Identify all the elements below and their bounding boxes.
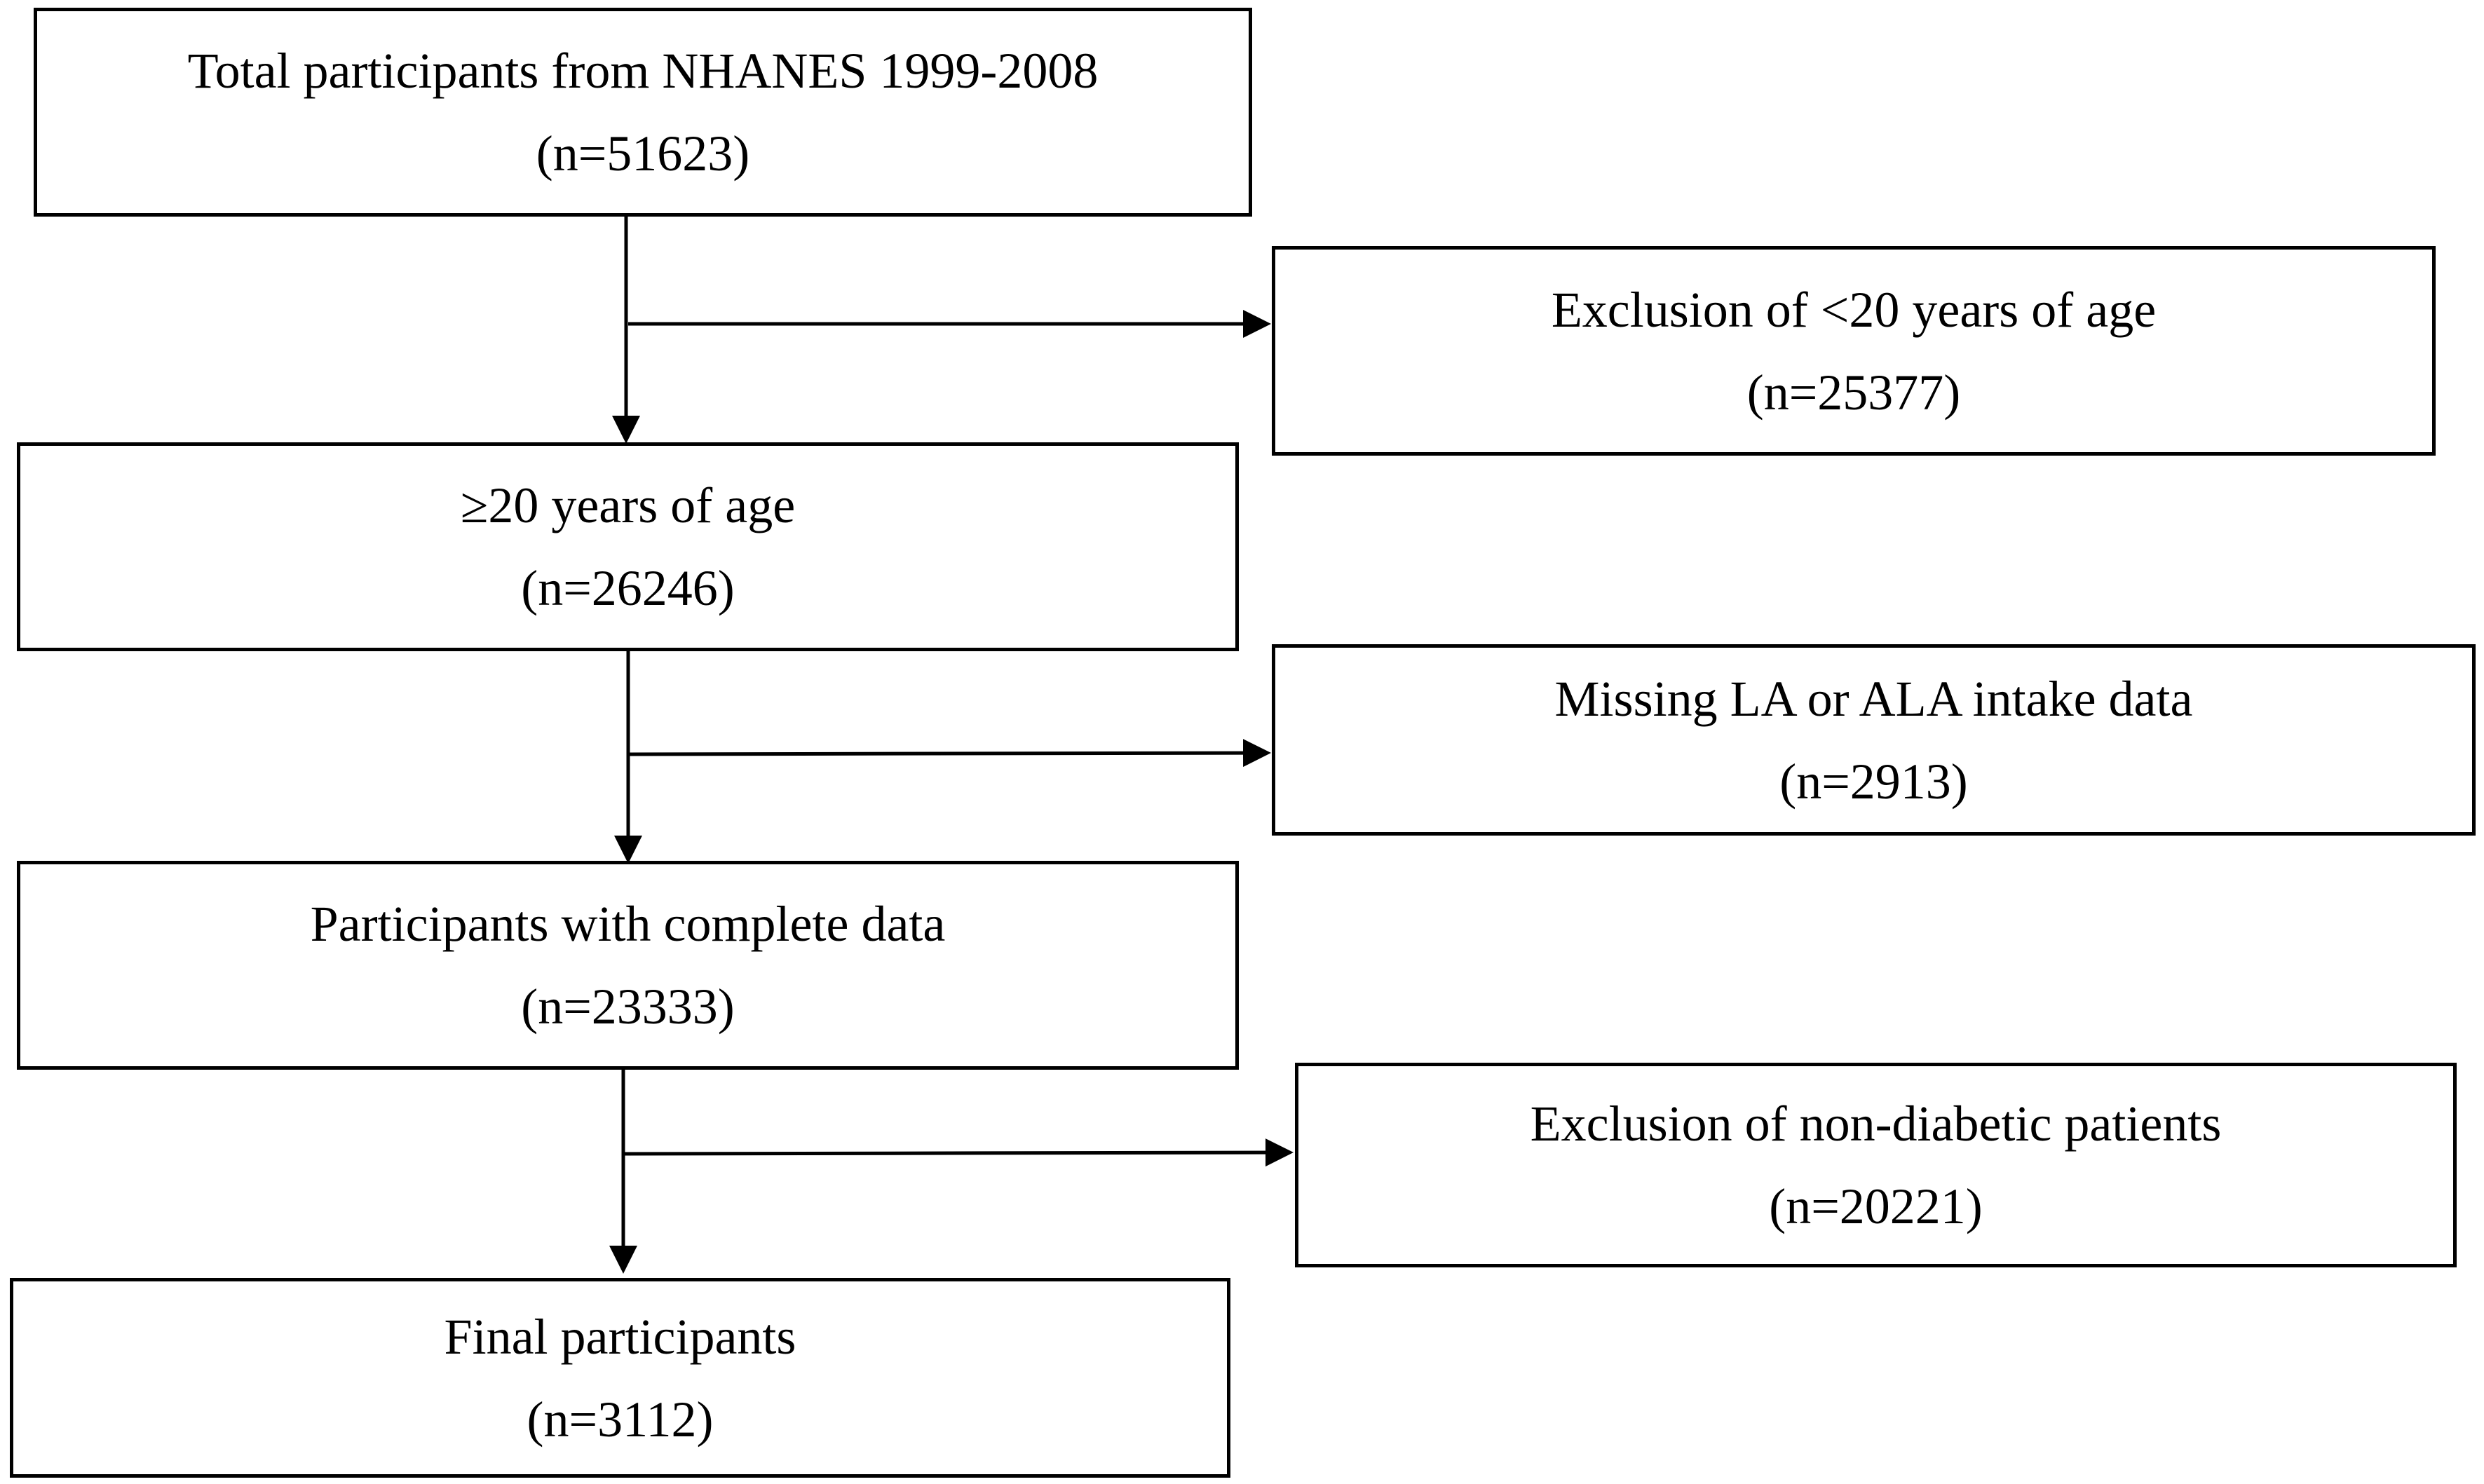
exclusion-count: (n=25377) (1746, 364, 1961, 421)
arrow-to-exclusion-3 (625, 1152, 1290, 1154)
step-count: (n=23333) (521, 979, 735, 1035)
step-label: Total participants from NHANES 1999-2008 (187, 43, 1099, 99)
exclusion-box-non-diabetic (1295, 1063, 2457, 1267)
step-count: (n=3112) (527, 1391, 714, 1448)
step-box-total-participants (34, 8, 1252, 217)
step-label: Participants with complete data (310, 896, 946, 952)
arrow-to-exclusion-2 (628, 753, 1268, 754)
exclusion-box-under-20 (1272, 246, 2436, 456)
exclusion-label: Exclusion of non-diabetic patients (1530, 1096, 2222, 1152)
step-label: Final participants (444, 1308, 796, 1365)
step-box-complete-data (17, 861, 1239, 1070)
step-label: ≥20 years of age (460, 477, 796, 533)
step-box-age-20-plus (17, 442, 1239, 651)
step-count: (n=26246) (521, 560, 735, 616)
exclusion-label: Missing LA or ALA intake data (1554, 670, 2193, 727)
exclusion-count: (n=2913) (1779, 753, 1968, 810)
exclusion-label: Exclusion of <20 years of age (1551, 281, 2157, 338)
exclusion-count: (n=20221) (1769, 1178, 1983, 1234)
step-box-final-participants (10, 1278, 1230, 1478)
exclusion-box-missing-intake (1272, 644, 2476, 836)
step-count: (n=51623) (536, 125, 750, 182)
